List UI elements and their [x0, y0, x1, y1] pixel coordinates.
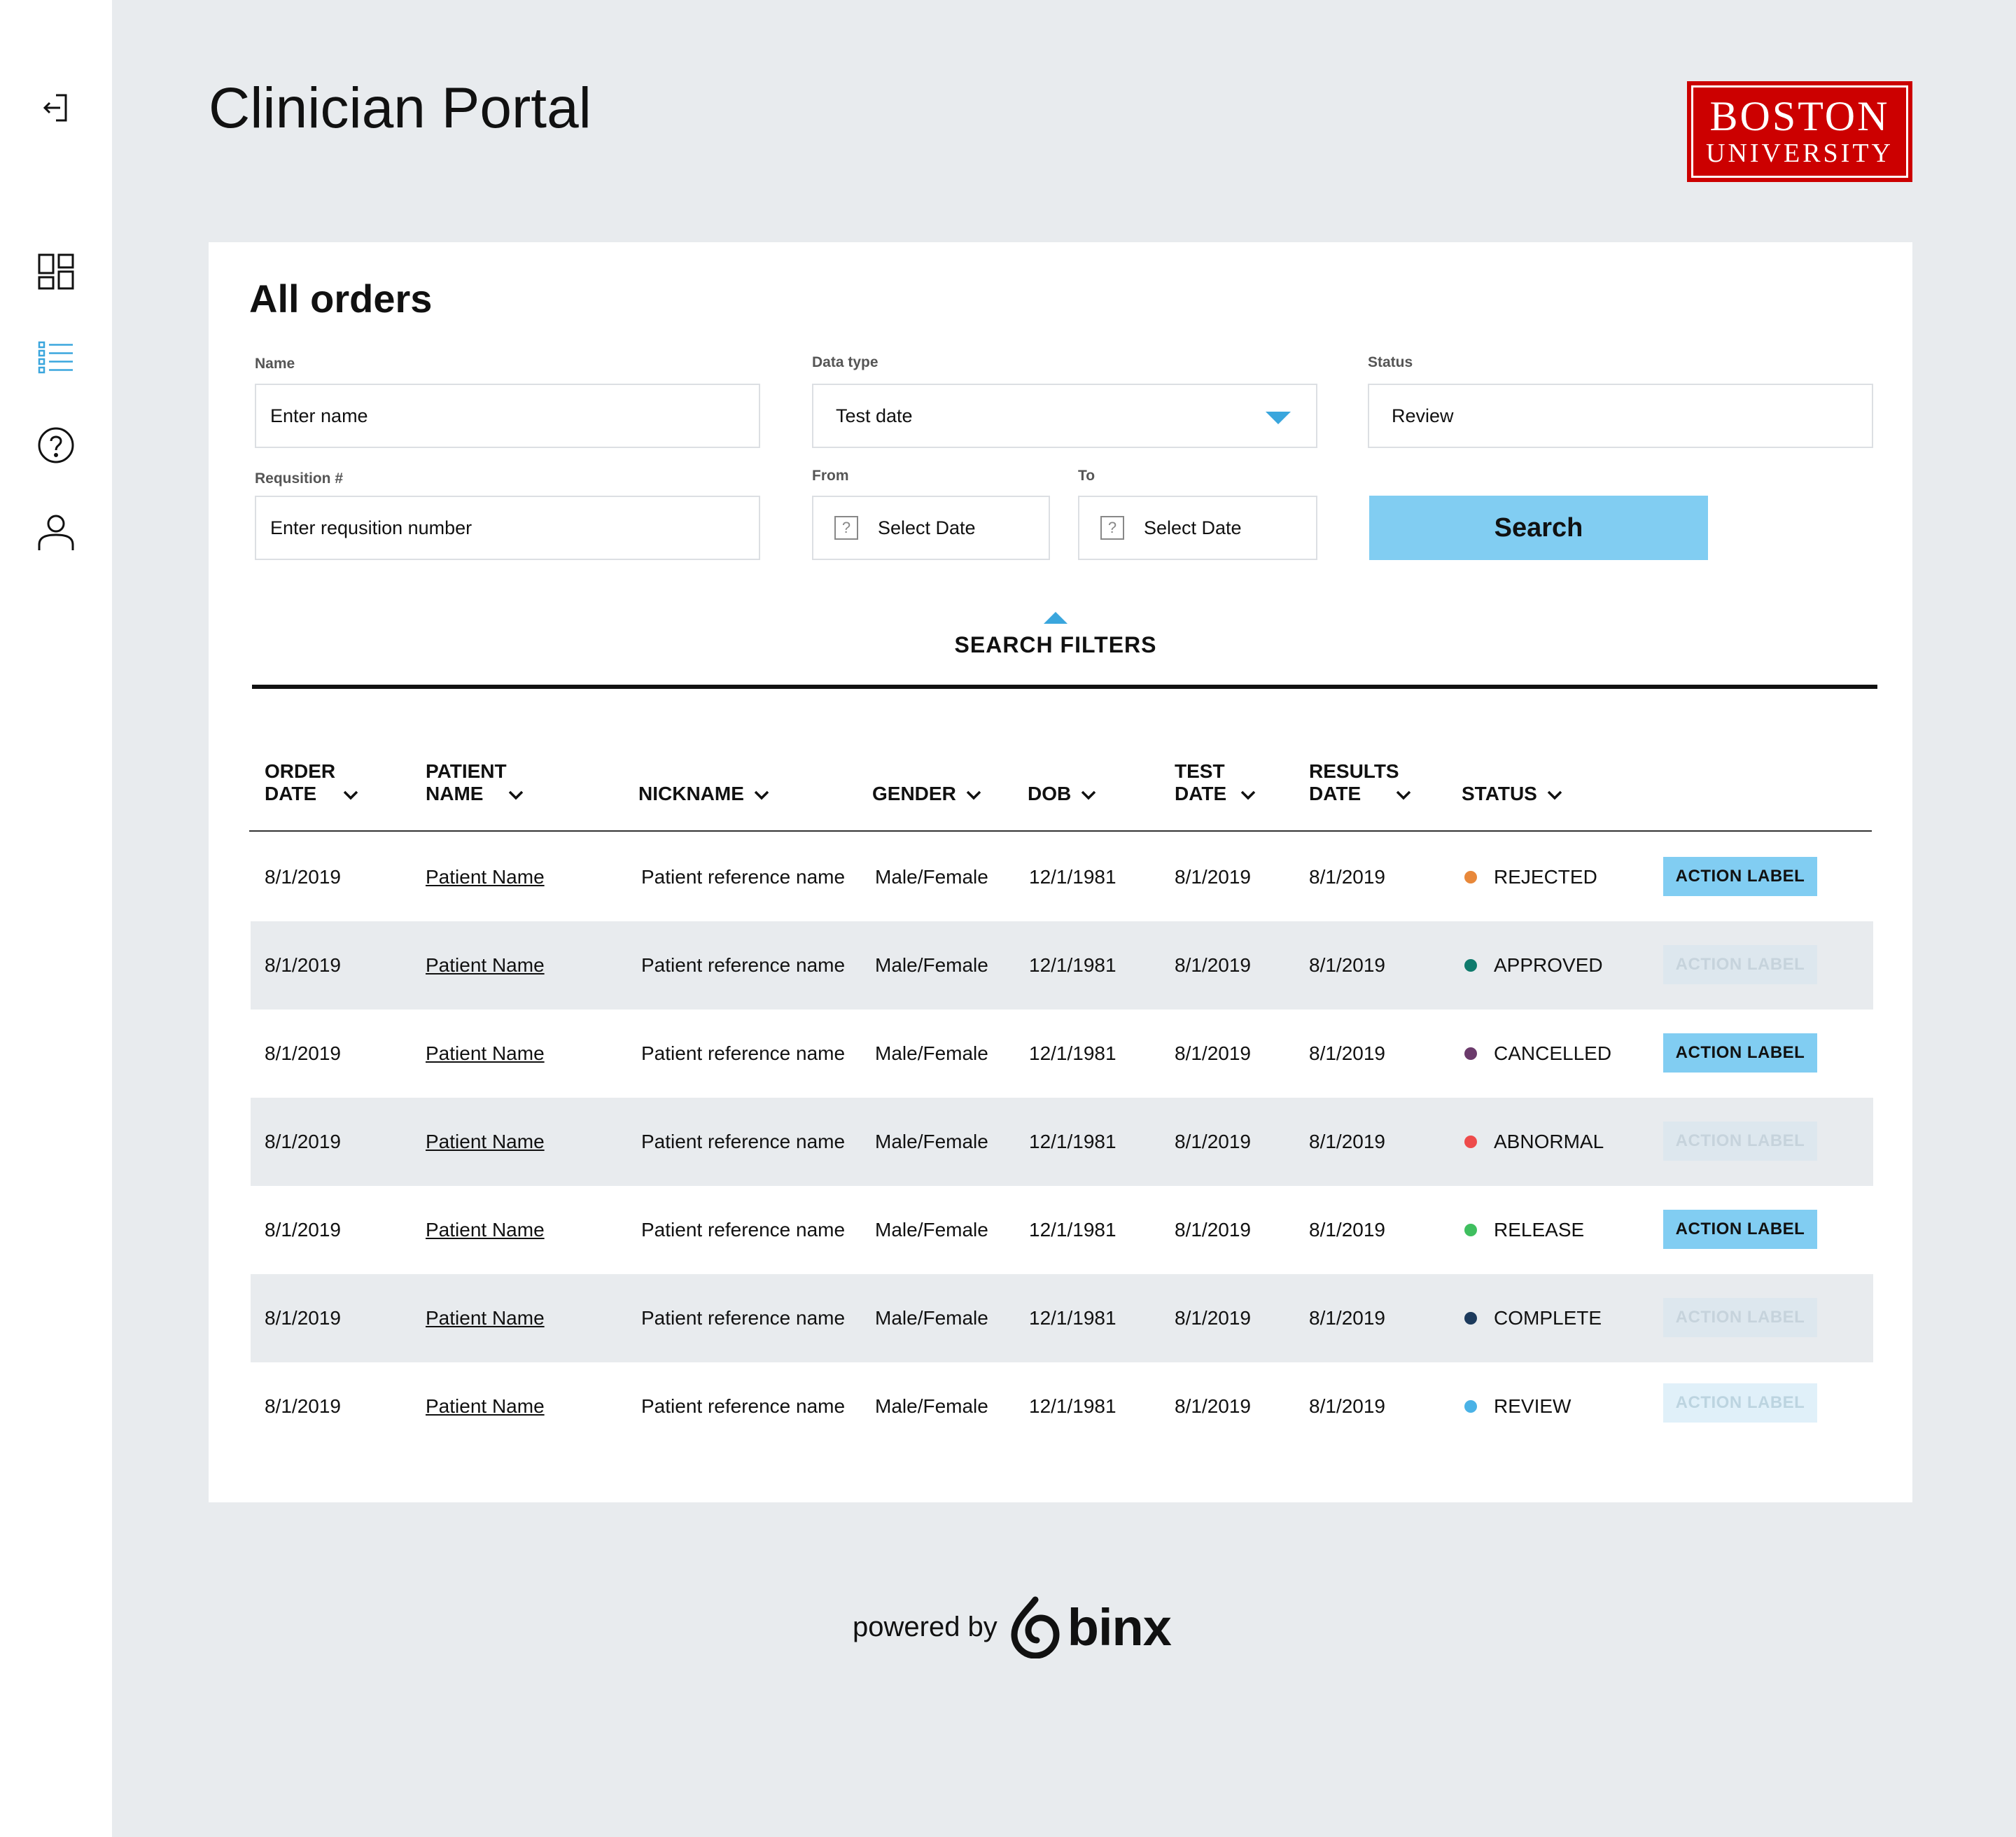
column-header-line: TEST	[1175, 760, 1225, 782]
search-button[interactable]: Search	[1369, 496, 1708, 560]
action-button[interactable]: ACTION LABEL	[1663, 1383, 1817, 1423]
table-row	[251, 1010, 1873, 1098]
results-date-cell: 8/1/2019	[1309, 1219, 1385, 1241]
status-cell	[1464, 833, 1597, 921]
column-header-line: DOB	[1028, 783, 1072, 804]
to-date-placeholder: Select Date	[1144, 517, 1242, 538]
column-header-line: PATIENT	[426, 760, 507, 782]
action-button[interactable]: ACTION LABEL	[1663, 1210, 1817, 1249]
chevron-down-icon	[966, 790, 981, 800]
patient-name-link[interactable]: Patient Name	[426, 1042, 545, 1064]
order-date-cell: 8/1/2019	[265, 866, 341, 888]
name-input[interactable]	[255, 384, 760, 448]
column-header-line: ORDER	[265, 760, 336, 782]
dob-cell: 12/1/1981	[1029, 954, 1116, 976]
chevron-down-icon	[343, 790, 358, 800]
chevron-down-icon	[1081, 790, 1096, 800]
search-filters-label: SEARCH FILTERS	[954, 632, 1157, 657]
dob-cell: 12/1/1981	[1029, 866, 1116, 888]
nickname-cell: Patient reference name	[641, 1131, 846, 1152]
chevron-down-icon	[1547, 790, 1562, 800]
data-type-label: Data type	[812, 354, 878, 370]
status-cell	[1464, 1186, 1584, 1274]
column-header-nickname[interactable]	[638, 783, 769, 805]
status-text: COMPLETE	[1494, 1307, 1602, 1329]
data-type-value: Test date	[836, 405, 913, 426]
column-header-results-date[interactable]	[1309, 760, 1411, 805]
status-text: REJECTED	[1494, 866, 1597, 888]
results-date-cell: 8/1/2019	[1309, 1042, 1385, 1064]
column-header-line: STATUS	[1462, 783, 1537, 804]
test-date-cell: 8/1/2019	[1175, 1395, 1251, 1417]
binx-drop-icon	[1007, 1595, 1063, 1658]
order-date-cell: 8/1/2019	[265, 954, 341, 976]
results-date-cell: 8/1/2019	[1309, 1131, 1385, 1152]
status-select[interactable]	[1368, 384, 1873, 448]
status-value: Review	[1392, 405, 1454, 426]
dropdown-caret-icon	[1266, 412, 1291, 424]
gender-cell: Male/Female	[875, 1219, 988, 1241]
test-date-cell: 8/1/2019	[1175, 1307, 1251, 1329]
action-button[interactable]: ACTION LABEL	[1663, 857, 1817, 896]
status-label: Status	[1368, 354, 1413, 370]
to-label: To	[1078, 468, 1096, 484]
collapse-caret-icon	[1044, 612, 1068, 624]
page-title: Clinician Portal	[209, 76, 592, 140]
search-filters-toggle[interactable]	[909, 612, 1203, 661]
column-header-line: RESULTS	[1309, 760, 1399, 782]
column-header-line: NICKNAME	[638, 783, 744, 804]
name-placeholder: Enter name	[270, 405, 368, 426]
dashboard-icon[interactable]	[35, 251, 77, 293]
nickname-cell: Patient reference name	[641, 1395, 846, 1417]
nickname-cell: Patient reference name	[641, 1307, 846, 1329]
orders-card	[209, 242, 1912, 1502]
dob-cell: 12/1/1981	[1029, 1131, 1116, 1152]
patient-name-link[interactable]: Patient Name	[426, 1131, 545, 1152]
requisition-placeholder: Enter requsition number	[270, 517, 472, 538]
binx-wordmark: binx	[1067, 1598, 1171, 1656]
dob-cell: 12/1/1981	[1029, 1042, 1116, 1064]
status-dot	[1464, 959, 1477, 972]
calendar-icon: ?	[834, 516, 858, 540]
dob-cell: 12/1/1981	[1029, 1395, 1116, 1417]
status-text: CANCELLED	[1494, 1042, 1612, 1064]
column-header-dob[interactable]	[1028, 783, 1096, 805]
nickname-cell: Patient reference name	[641, 1042, 846, 1064]
test-date-cell: 8/1/2019	[1175, 866, 1251, 888]
test-date-cell: 8/1/2019	[1175, 1042, 1251, 1064]
help-icon[interactable]	[35, 424, 77, 466]
action-button[interactable]: ACTION LABEL	[1663, 1298, 1817, 1337]
status-dot	[1464, 1224, 1477, 1236]
nickname-cell: Patient reference name	[641, 1219, 846, 1241]
status-cell	[1464, 921, 1603, 1010]
column-header-test-date[interactable]	[1175, 760, 1256, 805]
status-text: REVIEW	[1494, 1395, 1572, 1417]
results-date-cell: 8/1/2019	[1309, 1395, 1385, 1417]
requisition-input[interactable]	[255, 496, 760, 560]
gender-cell: Male/Female	[875, 954, 988, 976]
status-text: RELEASE	[1494, 1219, 1585, 1241]
chevron-down-icon	[1396, 790, 1411, 800]
column-header-line: DATE	[265, 783, 317, 804]
filters-divider	[252, 685, 1877, 689]
order-date-cell: 8/1/2019	[265, 1307, 341, 1329]
data-type-select[interactable]	[812, 384, 1317, 448]
column-header-line: GENDER	[872, 783, 956, 804]
column-header-patient-name[interactable]	[426, 760, 524, 805]
logout-icon[interactable]	[35, 87, 77, 129]
order-date-cell: 8/1/2019	[265, 1131, 341, 1152]
powered-by-text: powered by	[853, 1611, 997, 1642]
column-header-gender[interactable]	[872, 783, 981, 805]
status-dot	[1464, 1136, 1477, 1148]
gender-cell: Male/Female	[875, 1395, 988, 1417]
nickname-cell: Patient reference name	[641, 954, 846, 976]
from-date-placeholder: Select Date	[878, 517, 976, 538]
patient-name-link[interactable]: Patient Name	[426, 954, 545, 976]
test-date-cell: 8/1/2019	[1175, 1219, 1251, 1241]
nickname-cell: Patient reference name	[641, 866, 846, 888]
order-date-cell: 8/1/2019	[265, 1395, 341, 1417]
status-cell	[1464, 1274, 1602, 1362]
table-row	[251, 1098, 1873, 1186]
user-icon[interactable]	[35, 511, 77, 553]
gender-cell: Male/Female	[875, 1131, 988, 1152]
calendar-icon: ?	[1100, 516, 1124, 540]
from-label: From	[812, 468, 849, 484]
column-header-line: DATE	[1175, 783, 1227, 804]
table-row	[251, 921, 1873, 1010]
table-row	[251, 1274, 1873, 1362]
patient-name-link[interactable]: Patient Name	[426, 1395, 545, 1417]
powered-by-footer	[853, 1593, 1171, 1661]
from-date-input[interactable]	[812, 496, 1050, 560]
patient-name-link[interactable]: Patient Name	[426, 1307, 545, 1329]
column-header-order-date[interactable]	[265, 760, 358, 805]
order-date-cell: 8/1/2019	[265, 1042, 341, 1064]
chevron-down-icon	[1240, 790, 1256, 800]
action-button[interactable]: ACTION LABEL	[1663, 945, 1817, 984]
table-row	[251, 1186, 1873, 1274]
gender-cell: Male/Female	[875, 866, 988, 888]
table-row	[251, 1362, 1873, 1451]
test-date-cell: 8/1/2019	[1175, 1131, 1251, 1152]
status-cell	[1464, 1362, 1571, 1451]
table-header-rule	[249, 830, 1872, 832]
column-header-status[interactable]	[1462, 783, 1562, 805]
status-dot	[1464, 871, 1477, 883]
status-cell	[1464, 1098, 1604, 1186]
dob-cell: 12/1/1981	[1029, 1219, 1116, 1241]
order-date-cell: 8/1/2019	[265, 1219, 341, 1241]
status-dot	[1464, 1047, 1477, 1060]
table-row	[251, 833, 1873, 921]
logo-line-2: UNIVERSITY	[1706, 139, 1893, 168]
patient-name-link[interactable]: Patient Name	[426, 1219, 545, 1241]
gender-cell: Male/Female	[875, 1307, 988, 1329]
logo-line-1: BOSTON	[1709, 93, 1890, 139]
results-date-cell: 8/1/2019	[1309, 1307, 1385, 1329]
results-date-cell: 8/1/2019	[1309, 954, 1385, 976]
status-text: APPROVED	[1494, 954, 1603, 976]
status-dot	[1464, 1312, 1477, 1325]
patient-name-link[interactable]: Patient Name	[426, 866, 545, 888]
chevron-down-icon	[754, 790, 769, 800]
status-cell	[1464, 1010, 1611, 1098]
status-text: ABNORMAL	[1494, 1131, 1604, 1152]
column-header-line: NAME	[426, 783, 484, 804]
dob-cell: 12/1/1981	[1029, 1307, 1116, 1329]
sidebar	[0, 0, 112, 1837]
column-header-line: DATE	[1309, 783, 1362, 804]
results-date-cell: 8/1/2019	[1309, 866, 1385, 888]
action-button[interactable]: ACTION LABEL	[1663, 1033, 1817, 1073]
gender-cell: Male/Female	[875, 1042, 988, 1064]
test-date-cell: 8/1/2019	[1175, 954, 1251, 976]
chevron-down-icon	[508, 790, 524, 800]
boston-university-logo	[1687, 81, 1912, 182]
requisition-label: Requsition #	[255, 470, 344, 487]
to-date-input[interactable]	[1078, 496, 1317, 560]
action-button[interactable]: ACTION LABEL	[1663, 1122, 1817, 1161]
orders-title: All orders	[249, 277, 433, 321]
list-icon[interactable]	[35, 337, 77, 379]
status-dot	[1464, 1400, 1477, 1413]
name-label: Name	[255, 356, 295, 372]
